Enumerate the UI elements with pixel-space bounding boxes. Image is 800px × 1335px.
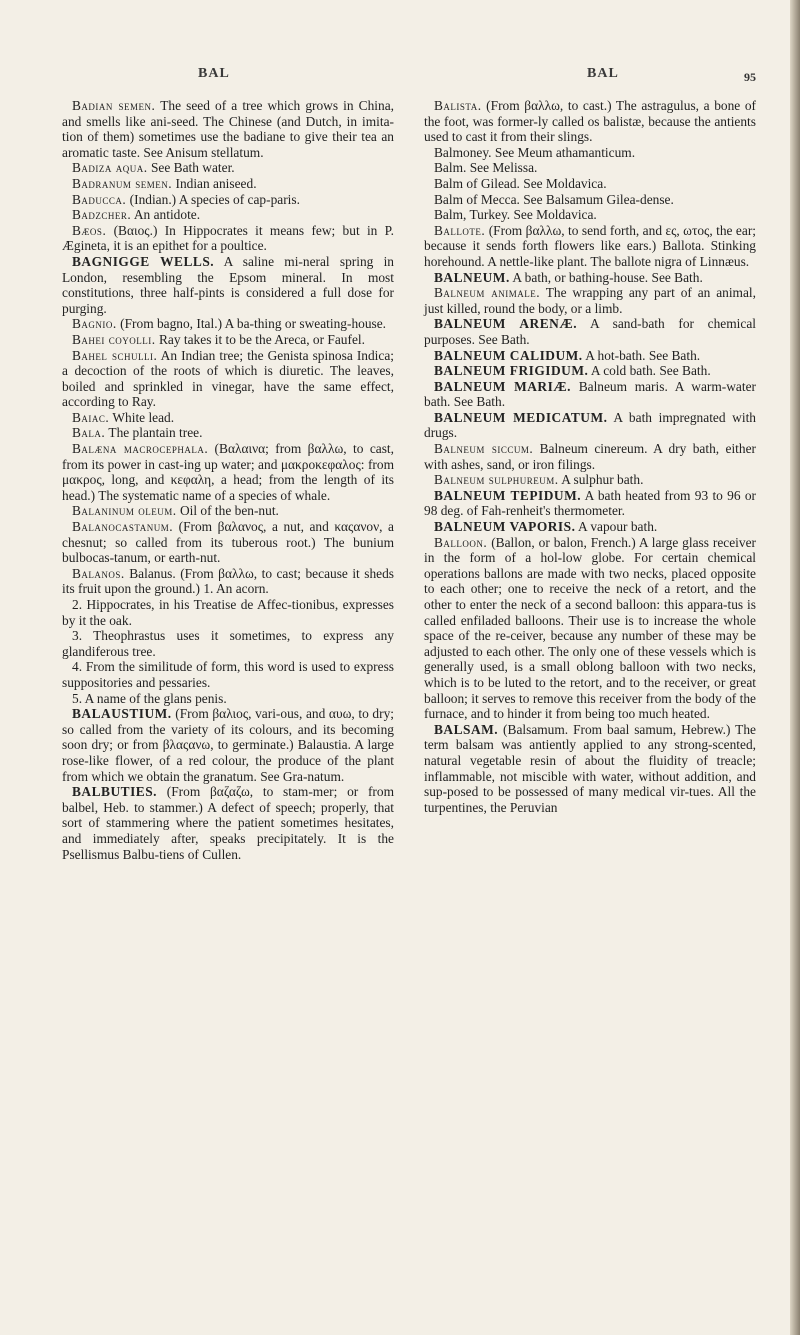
entry-definition: A bath impregnated with drugs.: [424, 409, 756, 441]
entry-definition: (From βαλλω, to send forth, and ες, ωτος, the ear; because it sends forth flowers like ears.) Ballota. Stinking horehound. A nettle-like plant. The ballote nigra of Linnæus.: [424, 222, 756, 269]
dictionary-entry: [424, 363, 756, 379]
entry-headword: Balanocastanum.: [72, 519, 174, 535]
dictionary-entry: [62, 659, 394, 690]
entry-definition: See Bath water.: [147, 160, 235, 176]
page-number: 95: [744, 70, 756, 84]
entry-definition: A bath, or bathing-house. See Bath.: [509, 269, 703, 285]
entry-headword: Badzcher.: [72, 207, 132, 223]
entry-definition: The wrapping any part of an animal, just killed, round the body, or a limb.: [424, 285, 756, 316]
entry-definition: An Indian tree; the Genista spinosa Indica; a decoction of the roots of which is diuretic. The leaves, boiled and sprinkled in vinegar, have the same effect, according to Ray.: [62, 347, 395, 410]
entry-definition: (Βαλαινα; from βαλλω, to cast, from its power in cast-ing up water; and μακροκεφαλος: from μακρος, long, and κεφαλη, a head; from the length of its head.) The systematic name of a species of whale.: [62, 441, 394, 503]
entry-definition: 3. Theophrastus uses it sometimes, to express any glandiferous tree.: [62, 628, 394, 659]
dictionary-entry: [62, 176, 394, 192]
dictionary-entry: [62, 784, 394, 862]
dictionary-entry: [62, 254, 394, 316]
dictionary-entry: [424, 441, 756, 472]
dictionary-entry: [62, 691, 394, 707]
running-head-left: BAL: [198, 66, 230, 81]
dictionary-entry: [424, 316, 756, 347]
page-binding-edge: [790, 0, 800, 1335]
dictionary-entry: [424, 160, 756, 176]
dictionary-entry: [62, 410, 394, 426]
entry-definition: Balmoney. See Meum athamanticum.: [434, 144, 636, 160]
dictionary-entry: [62, 425, 394, 441]
entry-definition: Balm of Gilead. See Moldavica.: [434, 175, 607, 191]
dictionary-entry: [424, 535, 756, 722]
entry-definition: Balm, Turkey. See Moldavica.: [434, 207, 597, 223]
entry-headword: Balneum animale.: [434, 285, 541, 301]
entry-definition: 4. From the similitude of form, this word is used to express suppositories and pessaries.: [62, 659, 394, 690]
dictionary-entry: [424, 192, 756, 208]
dictionary-entry: [62, 706, 394, 784]
dictionary-entry: [424, 223, 756, 270]
entry-headword: Balista.: [434, 98, 482, 113]
dictionary-entry: [62, 223, 394, 254]
entry-headword: BAGNIGGE WELLS.: [72, 253, 215, 269]
dictionary-entry: [424, 348, 756, 364]
entry-headword: BALNEUM CALIDUM.: [434, 347, 583, 363]
entry-headword: BALNEUM TEPIDUM.: [434, 487, 582, 503]
dictionary-entry: [62, 192, 394, 208]
entry-headword: BALNEUM MEDICATUM.: [434, 409, 608, 425]
dictionary-entry: [424, 98, 756, 145]
entry-definition: Balanus. (From βαλλω, to cast; because it sheds its fruit upon the ground.) 1. An acorn.: [62, 565, 394, 597]
dictionary-entry: [62, 566, 394, 597]
entry-headword: BALBUTIES.: [72, 784, 158, 800]
dictionary-entry: [424, 285, 756, 316]
entry-definition: (Indian.) A species of cap-paris.: [126, 191, 300, 207]
entry-definition: 5. A name of the glans penis.: [72, 690, 227, 706]
dictionary-entry: [62, 332, 394, 348]
entry-definition: Balm of Mecca. See Balsamum Gilea-dense.: [434, 191, 674, 207]
entry-definition: A saline mi-neral spring in London, resembling the Epsom mineral. In most constitutions, three half-pints is considered a full dose for purging.: [62, 253, 394, 316]
entry-headword: Bagnio.: [72, 316, 117, 332]
dictionary-entry: [424, 722, 756, 816]
entry-headword: Badranum semen.: [72, 175, 173, 191]
entry-headword: Balanos.: [72, 565, 125, 581]
dictionary-entry: [62, 503, 394, 519]
entry-definition: A cold bath. See Bath.: [588, 363, 711, 379]
dictionary-entry: [62, 316, 394, 332]
entry-headword: Bala.: [72, 425, 106, 441]
entry-headword: Balneum siccum.: [434, 441, 534, 457]
entry-definition: Indian aniseed.: [172, 175, 257, 191]
entry-headword: Balloon.: [434, 534, 488, 550]
entry-definition: A sulphur bath.: [558, 472, 644, 488]
entry-definition: (From βαλλω, to cast.) The astragulus, a bone of the foot, was former-ly called os balistæ, because the antients used to cast it from their slings.: [424, 98, 756, 145]
entry-headword: Baducca.: [72, 191, 127, 207]
entry-headword: Bahel schulli.: [72, 347, 158, 363]
entry-definition: A sand-bath for chemical purposes. See Bath.: [424, 316, 756, 347]
entry-definition: The plantain tree.: [105, 425, 203, 441]
entry-headword: BALAUSTIUM.: [72, 706, 172, 722]
dictionary-entry: [62, 98, 394, 160]
entry-headword: Bæos.: [72, 222, 107, 238]
dictionary-entry: [62, 519, 394, 566]
dictionary-entry: [424, 176, 756, 192]
running-head-right: BAL: [587, 66, 619, 81]
entry-definition: (Βαιος.) In Hippocrates it means few; but in P. Ægineta, it is an epithet for a poultice.: [62, 222, 394, 254]
dictionary-entry: [424, 270, 756, 286]
entry-headword: BALNEUM VAPORIS.: [434, 519, 576, 535]
entry-definition: (From βαλιος, vari-ous, and αυω, to dry; so called from the variety of its colours, and its becoming soon dry; or from βλαςανω, to germinate.) Balaustia. A large rose-like flower, of a red colour, the produce of the plant from which we obtain the granatum. See Gra-natum.: [62, 706, 394, 784]
dictionary-entry: [62, 441, 394, 503]
entry-headword: Balaninum oleum.: [72, 503, 177, 519]
entry-definition: An antidote.: [131, 207, 201, 223]
entry-definition: Ray takes it to be the Areca, or Faufel.: [155, 331, 365, 347]
entry-definition: A hot-bath. See Bath.: [582, 347, 701, 363]
entry-headword: BALNEUM ARENÆ.: [434, 316, 578, 332]
entry-headword: Ballote.: [434, 222, 486, 238]
entry-definition: (Balsamum. From baal samum, Hebrew.) The term balsam was antiently applied to any strong-scented, natural vegetable resin of about the fluidity of treacle; inflammable, not miscible with water, without addition, and sup-posed to be possessed of many medical vir-tues. All the turpentines, the Peruvian: [424, 721, 756, 815]
right-column: [424, 98, 756, 815]
dictionary-entry: [424, 519, 756, 535]
entry-definition: (From βαζαζω, to stam-mer; or from balbel, Heb. to stammer.) A defect of speech; properly, that sort of stammering where the patient sometimes hesitates, and immediately after, speaks precipitately. It is the Psellismus Balbu-tiens of Cullen.: [62, 784, 394, 862]
entry-headword: BALNEUM FRIGIDUM.: [434, 363, 589, 379]
dictionary-entry: [62, 597, 394, 628]
left-column: [62, 98, 394, 862]
entry-headword: BALSAM.: [434, 721, 499, 737]
entry-definition: A bath heated from 93 to 96 or 98 deg. of Fah-renheit's thermometer.: [424, 487, 756, 519]
entry-headword: Bahei coyolli.: [72, 331, 156, 347]
entry-definition: (From βαλανος, a nut, and καςανον, a chesnut; so called from its tuberous root.) The bunium bulbocas-tanum, or earth-nut.: [62, 519, 394, 566]
dictionary-entry: [62, 628, 394, 659]
entry-headword: BALNEUM.: [434, 269, 510, 285]
dictionary-entry: [62, 207, 394, 223]
entry-definition: (From bagno, Ital.) A ba-thing or sweating-house.: [116, 316, 387, 332]
entry-definition: A vapour bath.: [575, 519, 658, 535]
entry-headword: Balneum sulphureum.: [434, 472, 559, 488]
dictionary-entry: [424, 488, 756, 519]
entry-headword: Baiac.: [72, 409, 110, 425]
entry-definition: (Ballon, or balon, French.) A large glass receiver in the form of a hol-low globe. For certain chemical operations ballons are made with two necks, placed opposite to each other; one to receive the neck of a retort, and the other to enter the neck of a second balloon: this appara-tus is called enfiladed balloons. Their use is to increase the whole space of the re-ceiver, because any number of these may be adjusted to each other. The only one of these vessels which is generally used, is a small oblong balloon with two necks, which is to be luted to the retort, and to the receiver, or great balloon; it serves to remove this receiver from the body of the furnace, and to hinder it from being too much heated.: [424, 534, 756, 722]
entry-definition: Balm. See Melissa.: [434, 160, 538, 176]
dictionary-entry: [424, 472, 756, 488]
dictionary-entry: [62, 160, 394, 176]
dictionary-entry: [62, 348, 394, 410]
entry-definition: 2. Hippocrates, in his Treatise de Affec-tionibus, expresses by it the oak.: [62, 597, 394, 628]
dictionary-entry: [424, 207, 756, 223]
entry-definition: Oil of the ben-nut.: [176, 503, 279, 519]
entry-definition: Balneum cinereum. A dry bath, either with ashes, sand, or iron filings.: [424, 441, 756, 472]
entry-headword: Badian semen.: [72, 98, 156, 113]
entry-definition: Balneum maris. A warm-water bath. See Bath.: [424, 378, 756, 410]
entry-headword: Balæna macrocephala.: [72, 441, 209, 457]
dictionary-entry: [424, 410, 756, 441]
entry-headword: BALNEUM MARIÆ.: [434, 378, 572, 394]
dictionary-entry: [424, 379, 756, 410]
entry-definition: The seed of a tree which grows in China, and smells like ani-seed. The Chinese (and Dutch, in imita-tion of them) sometimes use the badiane to give their tea an aromatic taste. See Anisum stellatum.: [62, 98, 394, 160]
dictionary-entry: [424, 145, 756, 161]
entry-headword: Badiza aqua.: [72, 160, 148, 176]
entry-definition: White lead.: [109, 409, 175, 425]
